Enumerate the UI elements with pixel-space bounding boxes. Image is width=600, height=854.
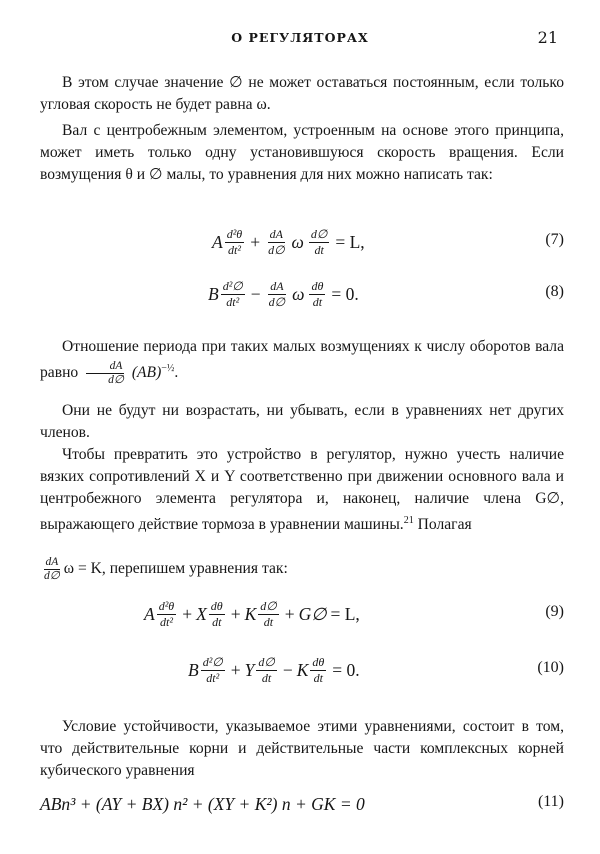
fraction-dA-dphi-inline: $\frac{dA}{d\emptyset}$ bbox=[84, 360, 126, 387]
equation-7 bbox=[40, 218, 564, 266]
equation-number-8: (8) bbox=[545, 283, 564, 300]
paragraph-4: Они не будут ни возрастать, ни убывать, если в уравнениях нет других членов. bbox=[40, 402, 564, 441]
fraction-dA-dphi: $\frac{dA}{d\emptyset}$ bbox=[268, 278, 286, 309]
fraction-d2theta-dt2: $\frac{\text{d²θ}}{\text{dt²}}$ bbox=[226, 226, 243, 257]
equation-11 bbox=[40, 780, 564, 828]
paragraph-5: Чтобы превратить это устройство в регулятор, нужно учесть наличие вязких сопротивлений X и Y соответственно при движении основного вала и центробежного элемента регулятора и, наконец, наличие члена G∅, выражающего действие тормоза в уравнении машины.$^{21}$ Полагая bbox=[40, 446, 564, 534]
equation-10 bbox=[40, 646, 564, 694]
footnote-marker: 21 bbox=[403, 515, 414, 526]
equation-10-formula: B $\frac{\text{d²∅}}{\text{dt²}}$ + Y $\frac{d\emptyset}{dt}$ − K $\frac{d\theta}{dt}$ = 0. bbox=[188, 654, 360, 685]
fraction-dtheta-dt: $\frac{d\theta}{dt}$ bbox=[311, 278, 324, 309]
fraction-dphi-dt: $\frac{d\emptyset}{dt}$ bbox=[258, 654, 275, 685]
equation-number-11: (11) bbox=[537, 793, 564, 810]
equation-7-formula: A $\frac{\text{d²θ}}{\text{dt²}}$ + $\frac{dA}{d\emptyset}$ ω $\frac{d\emptyset}{dt}$ = L, bbox=[212, 226, 365, 257]
fraction-dtheta-dt: $\frac{d\theta}{dt}$ bbox=[312, 654, 325, 685]
paragraph-7: Условие устойчивости, указываемое этими уравнениями, состоит в том, что действительные корни и действительные части комплексных корней кубического уравнения bbox=[40, 718, 564, 779]
fraction-d2phi-dt2: $\frac{\text{d²∅}}{\text{dt²}}$ bbox=[202, 654, 223, 685]
equation-number-9: (9) bbox=[545, 603, 564, 620]
fraction-dA-dphi: $\frac{dA}{d\emptyset}$ bbox=[268, 226, 285, 257]
equation-number-10: (10) bbox=[537, 659, 564, 676]
fraction-dphi-dt: $\frac{d\emptyset}{dt}$ bbox=[260, 598, 277, 629]
fraction-dphi-dt: $\frac{d\emptyset}{dt}$ bbox=[310, 226, 328, 257]
equation-8 bbox=[40, 270, 564, 318]
paragraph-6: $\frac{dA}{d\emptyset}$ ω = K, перепишем уравнения так: bbox=[44, 556, 288, 582]
fraction-d2theta-dt2: $\frac{\text{d²θ}}{\text{dt²}}$ bbox=[158, 598, 175, 629]
paragraph-1: В этом случае значение ∅ не может оставаться постоянным, если только угловая скорость не будет равна ω. bbox=[40, 74, 564, 113]
fraction-dA-dphi-inline: $\frac{dA}{d\emptyset}$ bbox=[44, 556, 60, 582]
paragraph-2: Вал с центробежным элементом, устроенным на основе этого принципа, может иметь только одну установившуюся скорость вращения. Если возмущения θ и ∅ малы, то уравнения для них можно написать так: bbox=[40, 122, 564, 183]
equation-11-formula: ABn³ + (AY + BX) n² + (XY + K²) n + GK = 0 bbox=[40, 793, 365, 814]
fraction-dtheta-dt: $\frac{d\theta}{dt}$ bbox=[210, 598, 223, 629]
page-number: 21 bbox=[537, 28, 558, 47]
running-head: О РЕГУЛЯТОРАХ bbox=[231, 30, 369, 45]
equation-number-7: (7) bbox=[545, 231, 564, 248]
equation-9-formula: A $\frac{\text{d²θ}}{\text{dt²}}$ + X $\frac{d\theta}{dt}$ + K $\frac{d\emptyset}{dt}$ + G∅ = L, bbox=[144, 598, 360, 629]
equation-9 bbox=[40, 590, 564, 638]
page-header bbox=[0, 28, 600, 50]
fraction-d2phi-dt2: $\frac{\text{d²∅}}{\text{dt²}}$ bbox=[222, 278, 243, 309]
equation-8-formula: B $\frac{\text{d²∅}}{\text{dt²}}$ − $\frac{dA}{d\emptyset}$ ω $\frac{d\theta}{dt}$ = 0. bbox=[208, 278, 359, 309]
paragraph-3: Отношение периода при таких малых возмущениях к числу оборотов вала равно $\frac{dA}{d\emptyset}$ (AB)$^{-\frac{1}{2}}$. bbox=[40, 338, 564, 387]
